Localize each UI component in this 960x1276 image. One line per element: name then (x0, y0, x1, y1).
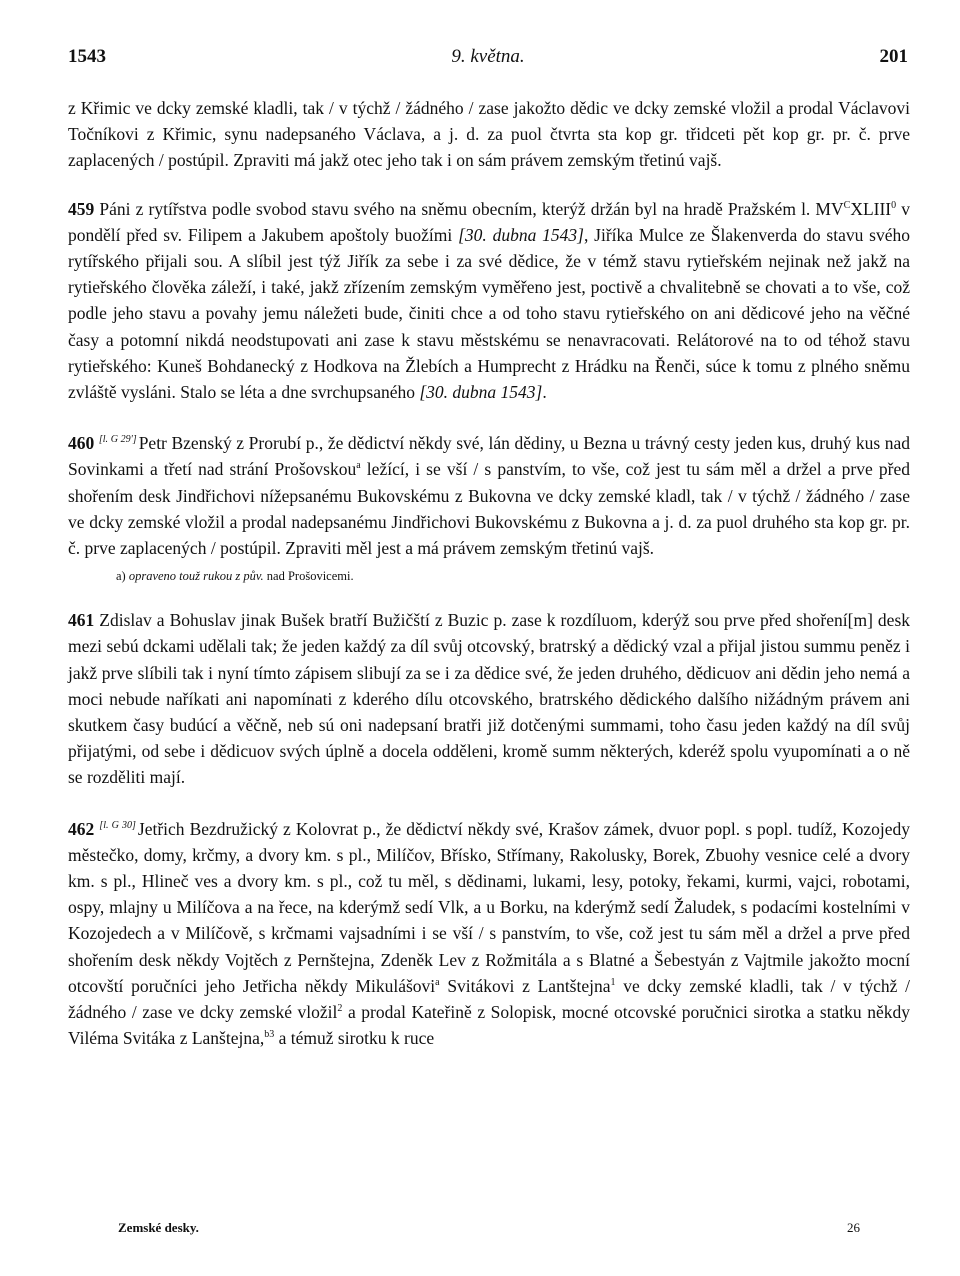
entry-number: 460 (68, 433, 95, 454)
signature-mark: 26 (847, 1220, 860, 1235)
editorial-date: [30. dubna 1543] (419, 382, 543, 403)
page-body (68, 95, 910, 1052)
footnote-label: a) (116, 569, 126, 584)
entry-text: , Jiříka Mulce ze Šlakenverda do stavu svého rytířského přijali sou. A slíbil jest týž Jiřík za sebe i za své dědice, že v témž stavu rytieřském nejinak než jakž na rytieřského člověka záleží, i také, jakž zřízením zemským vyměřeno jest, poctivě a chvalitebně se chovati a to vše, což podle jeho stavu a povahy jemu náležeti bude, činiti chce a od toho stavu rytieřského on ani dědicové jeho na věčné časy a potomní nikdá neodstupovati ani zase k stavu městskému se nenavracovati. Relátorové na to od téhož stavu rytieřského: Kuneš Bohdanecký z Hodkova na Žlebích a Humprecht z Hrádku na Řenči, súce k tomu z plného sněmu zvláště vysláni. Stalo se léta a dne svrchupsaného (68, 224, 910, 403)
header-date: 9. května. (451, 46, 525, 67)
entry-text: ležící, i se vší / s panstvím, to vše, což jest tu sám měl a držel a prve před shořením desk Jindřichovi nížepsanému Bukovskému z Bukovna ve dcky zemské kladl, tak / v týchž / žádného / zase ve dcky zemské vložil a prodal nadepsanému Jindřichovi Bukovskému z Bukovna a j. d. za puol druhého sta kop gr. pr. č. prve zaplacených / postúpil. Zpraviti měl jest a má právem zemským třetinú vajš. (68, 459, 910, 559)
entry-text: . (542, 382, 547, 403)
entry-text: v pondělí před sv. Filipem a Jakubem apoštoly buožími (68, 198, 911, 245)
running-header (68, 46, 908, 72)
entry-text: XLIII (850, 198, 892, 219)
footnote-mark: b3 (264, 1029, 275, 1041)
entry-text: a prodal Kateřině z Solopisk, mocné otcovské poručnici sirotka a statku někdy Viléma Svitáka z Lanštejna, (68, 1002, 910, 1049)
publication-title: Zemské desky. (118, 1220, 199, 1235)
entry-text: Zdislav a Bohuslav jinak Bušek bratří Bužičští z Buzic p. zase k rozdíluom, kderýž sou prve před shoření[m] desk mezi sebú dckami udělali tak; že jeden každý za díl svůj otcovský, bratrský a dědický vzal a přijal jistou summu peněz i jakž prve slíbili tak i nyní tímto zápisem slibují za se i za dědice své, že jeden druhého, dědicuov ani dědin jeho nemá a moci nebude naříkati ani napomínati z kderého dílu otcovského, bratrského dědického dalšího nižádným právem ani skutkem časy budúcí a věčně, neb sú oni nadepsaní bratři již dotčenými summami, toho času jeden každý na díl svůj přijatými, od sebe i dědicuov svých úplně a docela odděleni, kromě summ některých, kderéž spolu vyupomínati a o ně se rozděliti mají. (68, 610, 910, 788)
footnote-mark: 1 (610, 976, 616, 988)
header-year: 1543 (68, 46, 106, 67)
entry-number: 462 (68, 818, 95, 839)
footnote (116, 567, 910, 585)
entry-text: Jetřich Bezdružický z Kolovrat p., že dědictví někdy své, Krašov zámek, dvuor popl. s popl. tudíž, Kozojedy městečko, domy, krčmy, a dvory km. s pl., Milíčov, Břísko, Střímany, Rakolusky, Borek, Zbuohy vesnice celé a dvory km. s pl., Hlineč ves a dvory km. s pl., což tu měl, s dědinami, lukami, lesy, potoky, řekami, kurmi, vajci, robotami, ospy, mlajny u Milíčova a na řece, na kderýmž sedí Vlk, a u Borku, na kderýmž sedí Žaludek, s podacími kostelními v Kozojedech a v Milíčově, s krčmami vajsadními i se vší / s panstvím, to vše, což jest tu sám měl a držel a prve před shořením desk někdy Vojtěch z Pernštejna, Zdeněk Lev z Rožmitála a s Blatné a Šebestyán z Vajtmile jakožto mocní otcovští poručníci jeho Jetřicha někdy Mikulášovi (68, 818, 910, 996)
page-number: 201 (879, 46, 908, 67)
entry-460 (68, 427, 910, 561)
superscript: 0 (891, 199, 897, 211)
footnote-text: nad Prošovicemi. (263, 569, 354, 584)
intro-paragraph: z Křimic ve dcky zemské kladli, tak / v týchž / žádného / zase jakožto dědic ve dcky zemské vložil a prodal Václavovi Točníkovi z Křimic, synu nadepsaného Václava, a j. d. za puol čtvrta sta kop gr. třidceti pět kop gr. pr. č. prve zaplacených / postúpil. Zpraviti má jakž otec jeho tak i on sám právem zemským třetinú vajš. (68, 98, 910, 171)
entry-number: 459 (68, 198, 95, 219)
entry-text: ve dcky zemské kladli, tak / v týchž / žádného / zase ve dcky zemské vložil (68, 975, 910, 1023)
entry-459 (68, 196, 910, 406)
entry-text: a témuž sirotku k ruce (274, 1028, 435, 1049)
entry-text: Svitákovi z Lantštejna (439, 975, 611, 996)
entry-text: Petr Bzenský z Prorubí p., že dědictví někdy své, lán dědiny, u Bezna u trávný cesty jeden kus, druhý kus nad Sovinkami a třetí nad strání Prošovskou (68, 433, 911, 480)
editorial-date: [30. dubna 1543] (458, 224, 584, 245)
superscript: C (843, 199, 851, 211)
entry-461 (68, 607, 910, 790)
entry-462 (68, 813, 910, 1052)
footnote-italic: opraveno touž rukou z pův. (128, 569, 264, 584)
entry-number: 461 (68, 610, 95, 631)
footnote-mark: a (356, 460, 361, 472)
footnote-mark: a (435, 976, 440, 988)
folio-reference: [l. G 29'] (98, 434, 137, 446)
footnote-mark: 2 (337, 1003, 343, 1015)
entry-text: Páni z rytířstva podle svobod stavu svého na sněmu obecním, kterýž držán byl na hradě Pražském l. MV (94, 198, 844, 219)
folio-reference: [l. G 30] (99, 819, 136, 831)
page-footer (118, 1220, 860, 1240)
